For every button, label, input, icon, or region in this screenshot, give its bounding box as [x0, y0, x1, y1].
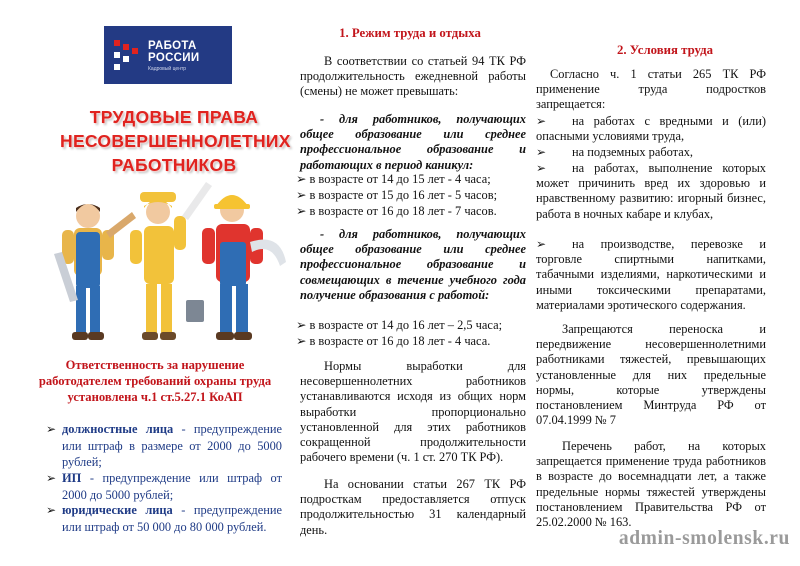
- penalty-item-text: [46, 470, 282, 503]
- worker-left-figure: [54, 204, 136, 340]
- right-column: [536, 0, 800, 566]
- section2-heading: 2. Условия труда: [616, 43, 713, 57]
- worker-middle-figure: [130, 182, 212, 340]
- middle-column: [290, 0, 536, 566]
- group1-title: - для работников, получающих общее образование или среднее профессиональное образование и работающих в период каникул:: [300, 112, 526, 172]
- penalty-term: ИП: [62, 471, 82, 485]
- penalty-item-legal-entities: [46, 502, 282, 535]
- vacation-paragraph: На основании статьи 267 ТК РФ подросткам предоставляется отпуск продолжительностью 31 календарный день.: [300, 477, 526, 537]
- prohibition-item-text: на работах с вредными и (или) опасными условиями труда,: [536, 114, 766, 144]
- norms-paragraph: Нормы выработки для несовершеннолетних работников устанавливаются исходя из общих норм выработки пропорционально установленной для этих работников сокращенной продолжительности рабочего времени (ч. 1 ст. 270 ТК РФ).: [300, 359, 526, 465]
- prohibition-item-text: на работах, выполнение которых может причинить вред их здоровью и нравственному развитию: игорный бизнес, работа в ночных кабаре и клубах,: [536, 161, 766, 221]
- bullet-arrow-icon: ➢: [536, 237, 547, 251]
- penalty-description: - предупреждение или штраф в размере от 2000 до 5000 рублей;: [62, 422, 282, 470]
- prohibition-item: [536, 114, 766, 144]
- site-watermark: admin-smolensk.ru: [618, 528, 790, 549]
- left-column: [0, 0, 290, 566]
- group2-item-text: в возрасте от 16 до 18 лет - 4 часа.: [309, 334, 491, 348]
- group1-item-text: в возрасте от 14 до 15 лет - 4 часа;: [309, 172, 491, 186]
- group1-item-text: в возрасте от 16 до 18 лет - 7 часов.: [309, 204, 497, 218]
- bullet-arrow-icon: ➢: [46, 503, 57, 517]
- penalty-item-text: [46, 421, 282, 471]
- logo-text-line2: РОССИИ: [148, 52, 200, 64]
- rabota-rossii-logo: [104, 26, 232, 84]
- worker-right-figure: [202, 195, 286, 340]
- responsibility-heading: Ответственность за нарушение работодателем требований охраны труда установлена ч.1 ст.5.27.1 КоАП: [38, 358, 272, 404]
- prohibition-item-text: на производстве, перевозке и торговле спиртными напитками, табачными изделиями, наркотическими и иными токсическими препаратами, материалами эротического содержания.: [536, 237, 766, 312]
- page-title-line1: ТРУДОВЫЕ ПРАВА: [89, 107, 259, 127]
- penalty-term: должностные лица: [62, 422, 174, 436]
- logo-mark-icon: [114, 40, 140, 70]
- group2-item: ➢ в возрасте от 16 до 18 лет - 4 часа.: [296, 334, 491, 348]
- group2-item-text: в возрасте от 14 до 16 лет – 2,5 часа;: [309, 318, 503, 332]
- logo-subtitle: Кадровый центр: [148, 66, 187, 72]
- prohibition-item: [536, 161, 766, 222]
- page-title-line3: РАБОТНИКОВ: [111, 155, 237, 175]
- page-title-line2: НЕСОВЕРШЕННОЛЕТНИХ: [60, 131, 291, 151]
- logo-text-line1: РАБОТА: [148, 40, 197, 52]
- penalty-term: юридические лица: [62, 503, 173, 517]
- prohibition-item: [536, 237, 766, 313]
- bullet-arrow-icon: ➢: [536, 161, 547, 175]
- group1-item: ➢ в возрасте от 16 до 18 лет - 7 часов.: [296, 204, 497, 218]
- weights-paragraph: Запрещаются переноска и передвижение несовершеннолетними работниками тяжестей, превышающих установленные для них предельные нормы, которые утверждены постановлением Минтруда РФ от 07.04.1999 № 7: [536, 322, 766, 428]
- section2-intro: Согласно ч. 1 статьи 265 ТК РФ применение труда подростков запрещается:: [536, 67, 766, 112]
- penalty-item-officials: [46, 421, 282, 471]
- prohibition-item-text: на подземных работах,: [572, 145, 694, 159]
- group1-item: ➢ в возрасте от 14 до 15 лет - 4 часа;: [296, 172, 491, 186]
- group1-item: ➢ в возрасте от 15 до 16 лет - 5 часов;: [296, 188, 498, 202]
- prohibition-item: [536, 145, 766, 160]
- penalty-item-ip: [46, 470, 282, 503]
- penalty-description: - предупреждение или штраф от 50 000 до 80 000 рублей.: [62, 503, 282, 534]
- bullet-arrow-icon: ➢: [46, 471, 57, 485]
- bullet-arrow-icon: ➢: [536, 114, 547, 128]
- workers-illustration: [36, 172, 288, 348]
- section1-heading: 1. Режим труда и отдыха: [339, 26, 481, 40]
- penalty-description: - предупреждение или штраф от 2000 до 5000 рублей;: [62, 471, 282, 502]
- section1-intro: В соответствии со статьей 94 ТК РФ продолжительность ежедневной работы (смены) не может превышать:: [300, 54, 526, 99]
- group2-title: - для работников, получающих общее образование или среднее профессиональное образование и совмещающих в течение учебного года получение образования с работой:: [300, 227, 526, 302]
- bullet-arrow-icon: ➢: [46, 422, 57, 436]
- group2-item: ➢ в возрасте от 14 до 16 лет – 2,5 часа;: [296, 318, 503, 332]
- work-list-paragraph: Перечень работ, на которых запрещается применение труда работников в возрасте до восемнадцати лет, а также предельные нормы тяжестей утверждены постановлением Правительства РФ от 25.02.2000 № 163.: [536, 439, 766, 530]
- penalty-item-text: [46, 502, 282, 535]
- group1-item-text: в возрасте от 15 до 16 лет - 5 часов;: [309, 188, 498, 202]
- bullet-arrow-icon: ➢: [536, 145, 547, 159]
